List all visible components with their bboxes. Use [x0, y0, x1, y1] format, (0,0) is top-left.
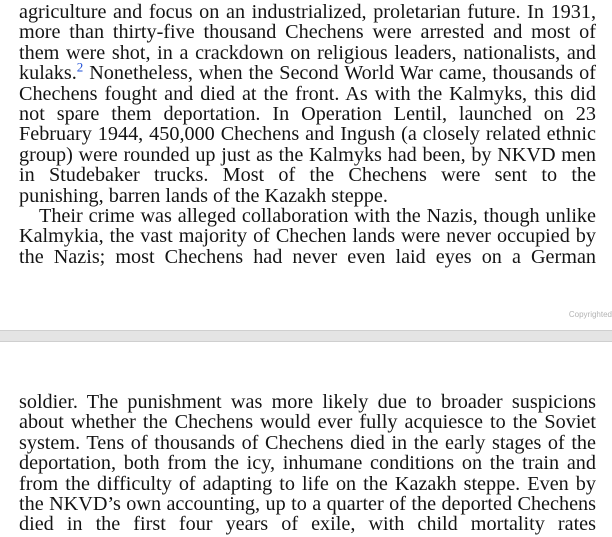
text-line: group) were rounded up just as the Kalmyks had been, by NKVD men	[19, 143, 596, 166]
text-line: the Nazis; most Chechens had never even laid eyes on a German	[19, 245, 596, 268]
text-line: Their crime was alleged collaboration with the Nazis, though unlike	[39, 204, 596, 227]
text-line: the NKVD’s own accounting, up to a quarter of the deported Chechens	[19, 492, 596, 515]
text-line: Chechens fought and died at the front. As with the Kalmyks, this did	[19, 82, 596, 105]
text-line: punishing, barren lands of the Kazakh steppe.	[19, 184, 388, 207]
text-line: about whether the Chechens would ever fully acquiesce to the Soviet	[19, 411, 596, 434]
text-line: died in the first four years of exile, with child mortality rates	[19, 513, 596, 536]
body-text-bottom	[19, 392, 596, 535]
text-line: soldier. The punishment was more likely due to broader suspicions	[19, 391, 596, 413]
text-line: not spare them deportation. In Operation Lentil, launched on 23	[19, 102, 596, 125]
text-line: from the difficulty of adapting to life on the Kazakh steppe. Even by	[19, 472, 596, 495]
text-line: them were shot, in a crackdown on religious leaders, nationalists, and	[19, 41, 596, 64]
text-line: agriculture and focus on an industrialized, proletarian future. In 1931,	[19, 1, 596, 23]
text-line: Kalmykia, the vast majority of Chechen lands were never occupied by	[19, 225, 596, 248]
text-line: in Studebaker trucks. Most of the Chechens were sent to the	[19, 164, 596, 187]
text-segment: Nonetheless, when the Second World War came, thousands of	[83, 62, 596, 85]
footnote-link[interactable]: 2	[76, 59, 84, 75]
copyright-watermark: Copyrighted	[568, 310, 612, 319]
text-line: more than thirty-five thousand Chechens were arrested and most of	[19, 21, 596, 44]
text-line: February 1944, 450,000 Chechens and Ingush (a closely related ethnic	[19, 123, 596, 146]
text-segment: kulaks.	[19, 62, 77, 85]
book-page-bottom	[0, 342, 612, 537]
text-line	[19, 59, 596, 85]
text-line: deportation, both from the icy, inhumane conditions on the train and	[19, 452, 596, 475]
body-text-top	[19, 2, 596, 267]
page-separator	[0, 330, 612, 342]
text-line: system. Tens of thousands of Chechens died in the early stages of the	[19, 431, 596, 454]
